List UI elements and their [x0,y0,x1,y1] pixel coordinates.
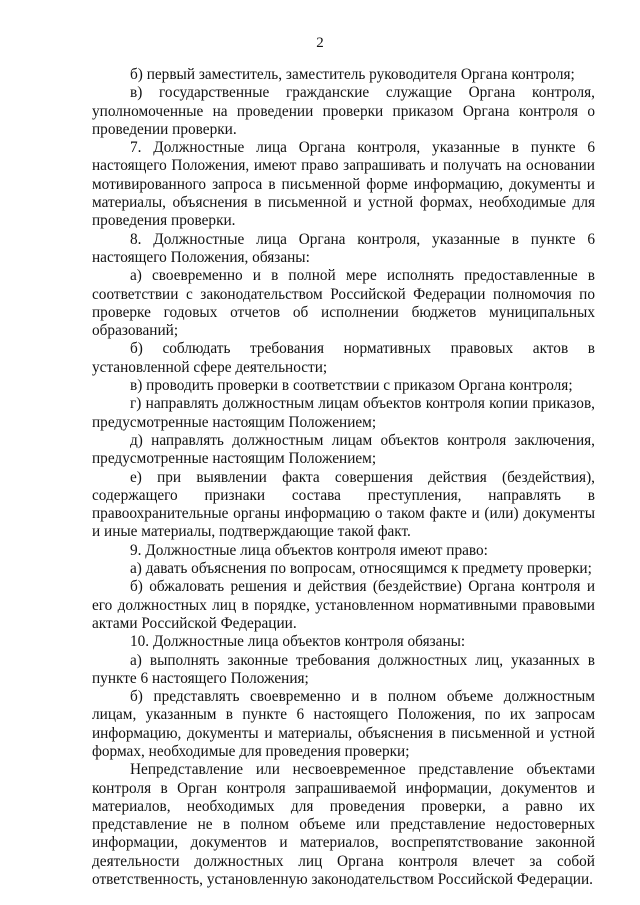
paragraph-9a: а) давать объяснения по вопросам, относящимся к предмету проверки; [130,560,592,578]
paragraph-liability: Непредставление или несвоевременное представление объектами контроля в Орган контроля запрашиваемой информации, документов и материалов, необходимых для проведения проверки, а равно их представление не в полном объеме или представление недостоверных информации, документов и материалов, воспрепятствование законной деятельности должностных лиц Органа контроля влечет за собой ответственность, установленную законодательством Российской Федерации. [92,761,595,889]
paragraph-10a: а) выполнять законные требования должностных лиц, указанных в пункте 6 настоящего Положения; [92,651,595,687]
paragraph-10b: б) представлять своевременно и в полном объеме должностным лицам, указанным в пункте 6 настоящего Положения, по их запросам информацию, документы и материалы, объяснения в письменной и устной формах, необходимые для проведения проверки; [92,688,595,760]
paragraph-8e: е) при выявлении факта совершения действия (бездействия), содержащего признаки состава преступления, направлять в правоохранительные органы информацию о таком факте и (или) документы и иные материалы, подтверждающие такой факт. [92,468,595,541]
paragraph-8v: в) проводить проверки в соответствии с приказом Органа контроля; [130,377,573,395]
paragraph-8b: б) соблюдать требования нормативных правовых актов в установленной сфере деятельности; [92,340,595,376]
page-number: 2 [316,35,324,51]
paragraph-8d: д) направлять должностным лицам объектов контроля заключения, предусмотренные настоящим Положением; [92,431,595,468]
paragraph-10: 10. Должностные лица объектов контроля обязаны: [130,633,466,651]
paragraph-6v: в) государственные гражданские служащие Органа контроля, уполномоченные на проведении проверки приказом Органа контроля о проведении проверки. [92,84,595,138]
paragraph-9b: б) обжаловать решения и действия (бездействие) Органа контроля и его должностных лиц в порядке, установленном нормативными правовыми актами Российской Федерации. [92,578,595,632]
paragraph-8a: а) своевременно и в полной мере исполнять предоставленные в соответствии с законодательством Российской Федерации полномочия по проверке годовых отчетов об исполнении бюджетов муниципальных образований; [92,267,595,340]
paragraph-8: 8. Должностные лица Органа контроля, указанные в пункте 6 настоящего Положения, обязаны: [92,230,595,266]
paragraph-6b: б) первый заместитель, заместитель руководителя Органа контроля; [130,66,575,83]
document-body [92,66,595,889]
paragraph-7: 7. Должностные лица Органа контроля, указанные в пункте 6 настоящего Положения, имеют право запрашивать и получать на основании мотивированного запроса в письменной форме информацию, документы и материалы, объяснения в письменной и устной формах, необходимые для проведения проверки. [92,139,595,230]
paragraph-8g: г) направлять должностным лицам объектов контроля копии приказов, предусмотренные настоящим Положением; [92,395,595,431]
paragraph-9: 9. Должностные лица объектов контроля имеют право: [130,541,488,559]
